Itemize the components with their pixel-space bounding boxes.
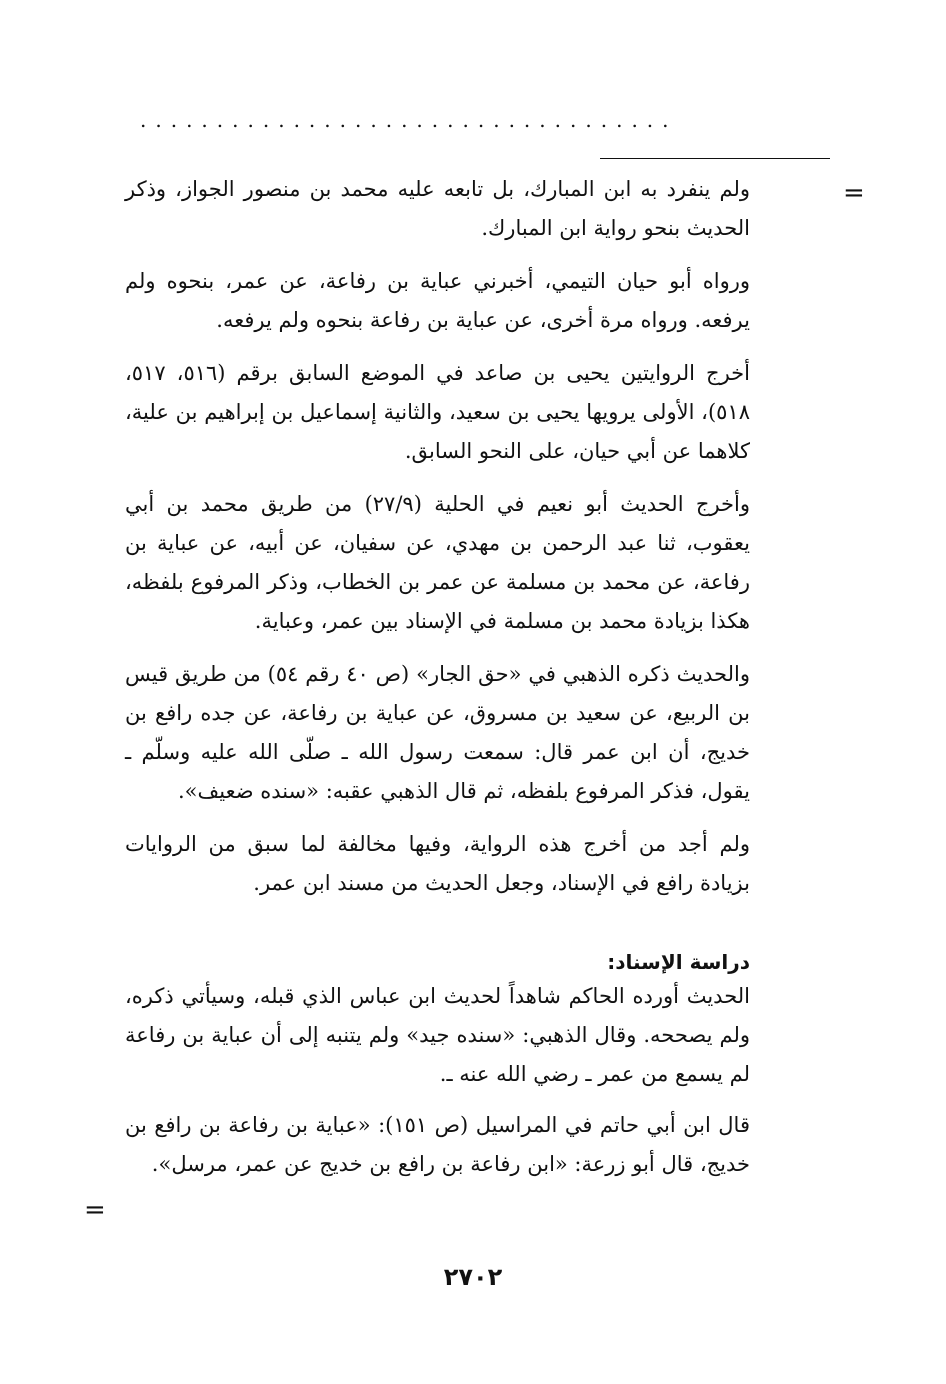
paragraph-2: ورواه أبو حيان التيمي، أخبرني عباية بن رفاعة، عن عمر، بنحوه ولم يرفعه. ورواه مرة أخرى، عن عباية بن رفاعة بنحوه ولم يرفعه. bbox=[125, 269, 750, 332]
study-paragraph-1: الحديث أورده الحاكم شاهداً لحديث ابن عباس الذي قبله، وسيأتي ذكره، ولم يصححه. وقال الذهبي: «سنده جيد» ولم يتنبه إلى أن عباية بن رفاعة لم يسمع من عمر ـ رضي الله عنه ـ. bbox=[125, 984, 750, 1086]
page-number: ٢٧٠٢ bbox=[443, 1263, 503, 1291]
paragraph-1: ولم ينفرد به ابن المبارك، بل تابعه عليه محمد بن منصور الجواز، وذكر الحديث بنحو رواية ابن المبارك. bbox=[125, 177, 750, 240]
top-dotted-separator: ................................... bbox=[140, 110, 678, 130]
paragraph-5: والحديث ذكره الذهبي في «حق الجار» (ص ٤٠ رقم ٥٤) من طريق قيس بن الربيع، عن سعيد بن مسروق، عن عباية بن رفاعة، عن جده رافع بن خديج، أن ابن عمر قال: سمعت رسول الله ـ صلّى الله عليه وسلّم ـ يقول، فذكر المرفوع بلفظه، ثم قال الذهبي عقبه: «سنده ضعيف». bbox=[125, 662, 750, 803]
page-body bbox=[125, 170, 750, 1196]
continuation-marker-bottom: = bbox=[84, 1195, 106, 1225]
paragraph-3: أخرج الروايتين يحيى بن صاعد في الموضع السابق برقم (٥١٦، ٥١٧، ٥١٨)، الأولى يرويها يحيى بن سعيد، والثانية إسماعيل بن إبراهيم بن علية، كلاهما عن أبي حيان، على النحو السابق. bbox=[125, 361, 750, 463]
continuation-marker-top: = bbox=[843, 178, 865, 208]
footnote-rule bbox=[600, 158, 830, 159]
paragraph-4: وأخرج الحديث أبو نعيم في الحلية (٢٧/٩) من طريق محمد بن أبي يعقوب، ثنا عبد الرحمن بن مهدي، عن سفيان، عن أبيه، عن عباية بن رفاعة، عن محمد بن مسلمة عن عمر بن الخطاب، وذكر المرفوع بلفظه، هكذا بزيادة محمد بن مسلمة في الإسناد بين عمر، وعباية. bbox=[125, 492, 750, 633]
section-heading: دراسة الإسناد: bbox=[607, 950, 750, 974]
study-paragraph-2: قال ابن أبي حاتم في المراسيل (ص ١٥١): «عباية بن رفاعة بن رافع بن خديج، قال أبو زرعة: «ابن رفاعة بن رافع بن خديج عن عمر، مرسل». bbox=[125, 1113, 750, 1176]
isnad-study-section bbox=[125, 947, 750, 1184]
paragraph-6: ولم أجد من أخرج هذه الرواية، وفيها مخالفة لما سبق من الروايات بزيادة رافع في الإسناد، وجعل الحديث من مسند ابن عمر. bbox=[125, 832, 750, 895]
